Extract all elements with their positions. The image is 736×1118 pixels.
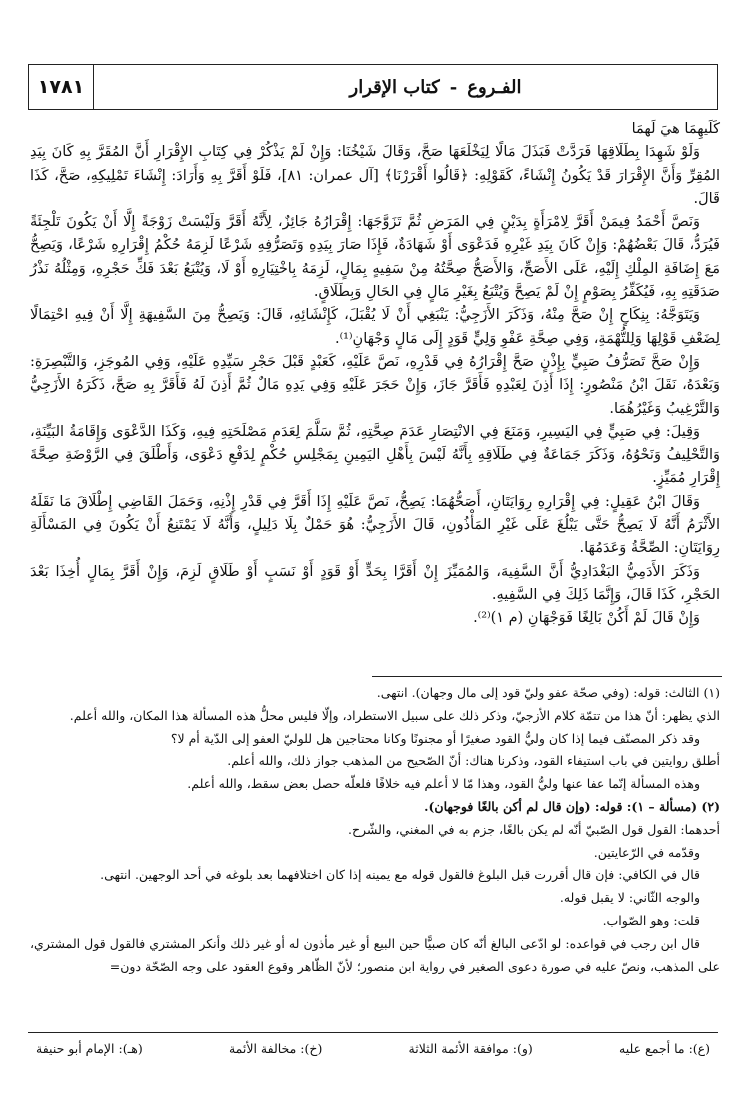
footnote-line: أحدهما: القول قول الصّبيّ أنّه لم يكن بالغًا، جزم به في المغني، والشّرح. [347, 821, 720, 837]
legend-item: (خ): مخالفة الأئمة [228, 1041, 323, 1056]
footnote-line: والوجه الثّاني: لا يقبل قوله. [559, 890, 700, 906]
footnote-line: وهذه المسألة إنّما عفا عنها وليُّ القود، وهذا مّا لا أعلم فيه خلافًا فلعلّه حصل بعض سقط، والله أعلم. [187, 776, 700, 792]
page-header [28, 64, 718, 110]
section-name: الفـروع [467, 76, 522, 98]
abbreviations-legend [28, 1032, 718, 1064]
book-name: كتاب الإقرار [349, 76, 440, 98]
footnotes [30, 682, 720, 978]
paragraph: وَيَتَوَجَّهُ: بِنِكَاحٍ إِنْ صَحَّ مِنْهُ، وَذَكَرَ الأَزَجِيُّ: يَنْبَغِي أَنْ لَا يُقْبَلَ، كَإِنْشَائِهِ، قَالَ: وَيَصِحُّ مِنَ السَّفِيهَةِ إِلَّا أَنْ فِيهِ احْتِمَالًا لِضَعْفِ قَوْلِهَا وَلِلتُّهْمَةِ، وَفِي صِحَّةِ عَفْوِ وَلِيٍّ قَوَدٍ إِلَى مَالٍ وَجْهَانِ⁽¹⁾. [30, 307, 720, 347]
footnote-line: أطلق روايتين في باب استيفاء القود، وذكرنا هناك: أنّ الصّحيح من المذهب جواز ذلك، والله أعلم. [227, 753, 720, 769]
footnote-line: قلت: وهو الصّواب. [602, 912, 700, 928]
footnote-line: الذي يظهر: أنّ هذا من تتمّة كلام الأزجيّ، وذكر ذلك على سبيل الاستطراد، وإلّا فليس محلُّ هذه المسألة هذا المكان، والله أعلم. [69, 707, 720, 723]
footnote-line: قال في الكافي: فإن قال أقررت قبل البلوغ فالقول قوله مع يمينه إذا كان اختلافهما بعد بلوغه في أحد الوجهين. انتهى. [100, 867, 700, 883]
footnote-line: قال ابن رجب في قواعده: لو ادّعى البالغ أنّه كان صبيًّا حين البيع أو غير مأذون له أو غير ذلك وأنكر المشتري فالقول قول المشتري، على المذهب، ونصّ عليه في صورة دعوى الصغير في رواية ابن منصور؛ لأنّ الظّاهر وقوع العقود على وجه الصّحّة دون= [30, 935, 720, 974]
paragraph: وَقِيلَ: فِي صَبِيٍّ فِي اليَسِيرِ، وَمَنَعَ فِي الانْتِصَارِ عَدَمَ صِحَّتِهِ، ثُمَّ سَلَّمَ لِعَدَمِ مَصْلَحَتِهِ فِيهِ، وَكَذَا الدَّعْوَى وَإِقَامَةُ البَيِّنَةِ، وَالتَّحْلِيفُ وَنَحْوُهُ، وَذَكَرَ جَمَاعَةٌ فِي طَلَاقِهِ بِأَنَّهُ لَيْسَ بِأَهْلِ اليَمِينِ بِمَجْلِسِ حُكْمٍ لِدَفْعِ دَعْوَى، وَأَطْلَقَ فِي الرَّوْضَةِ صِحَّةَ إِقْرَارِ مُمَيِّزٍ. [30, 423, 720, 487]
paragraph: وَإِنْ صَحَّ تَصَرُّفُ صَبِيٍّ بِإِذْنٍ صَحَّ إِقْرَارُهُ فِي قَدْرِهِ، نَصَّ عَلَيْهِ، كَعَبْدٍ قَبْلَ حَجْرِ سَيِّدِهِ عَلَيْهِ، وَفِي المُوجَزِ، وَالتَّبْصِرَةِ: وَبَعْدَهُ، نَقَلَ ابْنُ مَنْصُورٍ: إِذَا أَذِنَ لِعَبْدِهِ فَأَقَرَّ جَازَ، وَإِنْ حَجَرَ عَلَيْهِ وَفِي يَدِهِ مَالٌ ثُمَّ أَذِنَ لَهُ فَأَقَرَّ بِهِ صَحَّ، ذَكَرَهُ الأَزَجِيُّ وَالتَّرْغِيبُ وَغَيْرُهُمَا. [30, 353, 720, 417]
footnote-line: وقدّمه في الرّعايتين. [593, 844, 700, 860]
paragraph: وَلَوْ شَهِدَا بِطَلَاقِهَا فَرَدَّتْ فَبَذَلَ مَالًا لِيَخْلَعَهَا صَحَّ، وَقَالَ شَيْخُنَا: وَإِنْ لَمْ يَذْكُرْ فِي كِتَابِ الإِقْرَارِ أَنَّ المُقَرَّ بِهِ كَانَ بِيَدِ المُقِرِّ وَأَنَّ الإِقْرَارَ قَدْ يَكُونُ إِنْشَاءً، كَقَوْلِهِ: ﴿قَالُوا أَقْرَرْنَا﴾ [آل عمران: ٨١]، فَلَوْ أَقَرَّ بِهِ وَأَرَادَ: إِنْشَاءَ تَمْلِيكِهِ، صَحَّ، كَذَا قَالَ. [30, 144, 720, 207]
footnote-line: (١) الثالث: قوله: (وفي صحّة عفو وليّ قود إلى مال وجهان). انتهى. [376, 685, 720, 700]
footnote-line: (٢) (مسألة – ١): قوله: (وإن قال لم أكن بالغًا فوجهان). [424, 798, 720, 814]
footnote-separator [372, 676, 722, 677]
page-number: ١٧٨١ [29, 65, 94, 109]
paragraph: وَقَالَ ابْنُ عَقِيلٍ: فِي إِقْرَارِهِ رِوَايَتَانِ، أَصَحُّهُمَا: يَصِحُّ، نَصَّ عَلَيْهِ إِذَا أَقَرَّ فِي قَدْرِ إِذْنِهِ، وَحَمَلَ القَاضِي إِطْلَاقَ مَا نَقَلَهُ الأَثْرَمُ أَنَّهُ لَا يَصِحُّ حَتَّى يَبْلُغَ عَلَى غَيْرِ المَأْذُونِ، قَالَ الأَزَجِيُّ: هُوَ حَمْلٌ بِلَا دَلِيلٍ، وَأَنَّهُ لَا يَمْتَنِعُ أَنْ يَكُونَ فِي المَسْأَلَةِ رِوَايَتَانِ: الصِّحَّةُ وَعَدَمُهَا. [30, 493, 720, 557]
legend-item: (ع): ما أجمع عليه [619, 1041, 710, 1056]
paragraph: وَنَصَّ أَحْمَدُ فِيمَنْ أَقَرَّ لِامْرَأَةٍ بِدَيْنٍ فِي المَرَضِ ثُمَّ تَزَوَّجَهَا: إِقْرَارُهُ جَائِزٌ، لِأَنَّهُ أَقَرَّ وَلَيْسَتْ زَوْجَةً إِلَّا أَنْ يَكُونَ تَلْجِئَةً فَيُرَدُّ، قَالَ بَعْضُهُمْ: وَإِنْ كَانَ بِيَدِ غَيْرِهِ فَدَعْوَى أَوْ شَهَادَةٌ، فَإِذَا صَارَ بِيَدِهِ وَتَصَرُّفِهِ شَرْعًا لَزِمَهُ حُكْمُ إِقْرَارِهِ شَرْعًا، وَيَصِحُّ مَعَ إِضَافَةِ المِلْكِ إِلَيْهِ، عَلَى الأَصَحِّ، وَالأَصَحُّ صِحَّتُهُ مِنْ سَفِيهٍ بِمَالٍ، لَزِمَهُ بِاخْتِيَارِهِ أَوْ لَا، وَيُتْبَعُ بَعْدَ فَكِّ حَجْرِهِ، وَمِثْلُهُ نَذْرُ صَدَقَتِهِ بِهِ، فَيُكَفِّرُ بِصَوْمٍ إِنْ لَمْ يَصِحَّ وَيُتْبَعُ بِغَيْرِ مَالٍ فِي الحَالِ وَبِطَلَاقٍ. [30, 214, 720, 301]
legend-item: (هـ): الإمام أبو حنيفة [36, 1041, 143, 1056]
paragraph: وَإِنْ قَالَ لَمْ أَكُنْ بَالِغًا فَوَجْهَانِ (م ١)⁽²⁾. [473, 610, 700, 627]
running-title [94, 65, 717, 109]
footnote-line: وقد ذكر المصنّف فيما إذا كان وليُّ القود صغيرًا أو مجنونًا وكانا محتاجين هل للوليّ العفو إلى الدّية أم لا؟ [170, 730, 700, 746]
paragraph: وَذَكَرَ الأَدَمِيُّ البَغْدَادِيُّ أَنَّ السَّفِيهَ، وَالمُمَيِّزَ إِنْ أَقَرَّا بِحَدٍّ أَوْ قَوَدٍ أَوْ نَسَبٍ أَوْ طَلَاقٍ لَزِمَ، وَإِنْ أَقَرَّ بِمَالٍ أُخِذَا بَعْدَ الحَجْرِ، كَذَا قَالَ، وَإِنَّمَا ذَلِكَ فِي السَّفِيهِ. [30, 563, 720, 603]
paragraph: كَلَيهِمَا هيَ لَهمَا [631, 121, 720, 137]
main-text [30, 118, 720, 631]
legend-item: (و): موافقة الأئمة الثلاثة [408, 1041, 533, 1056]
title-dash: - [449, 76, 458, 98]
